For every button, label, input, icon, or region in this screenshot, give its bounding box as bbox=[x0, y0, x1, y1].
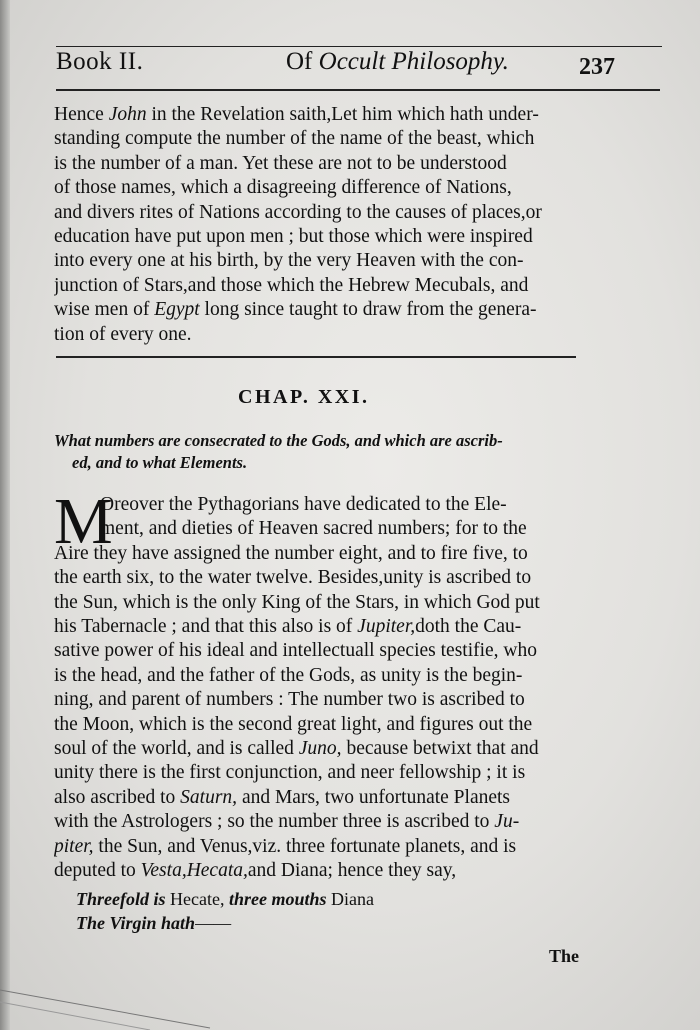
text-line bbox=[54, 761, 586, 785]
text-line bbox=[54, 517, 586, 541]
text-span: is the head, and the father of the Gods, as unity is the begin- bbox=[54, 664, 523, 686]
italic-text: Ju- bbox=[494, 811, 520, 833]
verse-line-2 bbox=[76, 911, 374, 935]
text-line bbox=[54, 103, 586, 127]
text-line bbox=[54, 737, 586, 761]
text-span: education have put upon men ; but those which were inspired bbox=[54, 226, 533, 248]
text-line bbox=[54, 201, 586, 225]
top-rule bbox=[56, 46, 662, 47]
text-line bbox=[54, 274, 586, 298]
text-span: doth the Cau- bbox=[415, 616, 522, 638]
running-title-of: Of bbox=[286, 48, 313, 75]
text-line bbox=[54, 249, 586, 273]
text-span: in the Revelation saith,Let him which hath under- bbox=[146, 104, 539, 125]
text-line bbox=[54, 152, 586, 176]
text-span: Aire they have assigned the number eight, and to fire five, to bbox=[54, 542, 528, 564]
verse-italic: three mouths bbox=[224, 889, 327, 909]
verse-roman: —— bbox=[195, 913, 232, 933]
paragraph-1 bbox=[54, 103, 586, 347]
text-line bbox=[54, 835, 586, 859]
text-line bbox=[54, 859, 586, 883]
text-span: ment, and dieties of Heaven sacred numbers; for to the bbox=[100, 518, 527, 540]
text-span: his Tabernacle ; and that this also is of bbox=[54, 616, 358, 638]
text-span: with the Astrologers ; so the number three is ascribed to bbox=[54, 811, 495, 833]
text-span: tion of every one. bbox=[54, 323, 192, 345]
text-line bbox=[54, 225, 586, 249]
text-line bbox=[54, 542, 586, 566]
text-span: the earth six, to the water twelve. Besides,unity is ascribed to bbox=[54, 567, 532, 589]
text-span: and Diana; hence they say, bbox=[247, 860, 457, 882]
text-span: long since taught to draw from the genera- bbox=[199, 299, 537, 321]
text-line bbox=[54, 298, 586, 322]
italic-text: Vesta,Hecata, bbox=[140, 860, 248, 882]
text-line bbox=[54, 615, 586, 639]
italic-text: Juno, bbox=[298, 738, 342, 760]
text-span: Hence bbox=[54, 104, 109, 125]
header-rule bbox=[56, 89, 660, 91]
text-line bbox=[54, 493, 586, 517]
text-span: the Moon, which is the second great light, and figures out the bbox=[54, 713, 533, 735]
text-span: the Sun, which is the only King of the Stars, in which God put bbox=[54, 591, 540, 613]
text-line bbox=[54, 566, 586, 590]
text-span: soul of the world, and is called bbox=[54, 738, 299, 760]
catchword: The bbox=[549, 946, 580, 966]
text-line bbox=[54, 810, 586, 834]
running-header bbox=[56, 48, 626, 88]
text-line bbox=[54, 591, 586, 615]
drop-cap: M bbox=[54, 485, 113, 558]
verse-italic: Threefold is bbox=[76, 889, 166, 909]
text-span: into every one at his birth, by the very Heaven with the con- bbox=[54, 250, 524, 272]
text-span: Oreover the Pythagorians have dedicated to the Ele- bbox=[100, 494, 507, 515]
text-line bbox=[54, 323, 586, 347]
chapter-subtitle-line: ed, and to what Elements. bbox=[72, 453, 248, 472]
text-line bbox=[54, 127, 586, 151]
text-span: wise men of bbox=[54, 299, 155, 321]
text-span: ning, and parent of numbers : The number two is ascribed to bbox=[54, 689, 525, 711]
page-corner-fold bbox=[0, 970, 220, 1030]
text-span: and divers rites of Nations according to the causes of places,or bbox=[54, 201, 542, 223]
text-span: deputed to bbox=[54, 860, 141, 882]
verse-quote bbox=[76, 887, 374, 935]
text-line bbox=[54, 664, 586, 688]
verse-line-1 bbox=[76, 887, 374, 911]
page-number: 237 bbox=[579, 54, 615, 80]
text-span: unity there is the first conjunction, and neer fellowship ; it is bbox=[54, 762, 526, 784]
italic-text: Saturn, bbox=[180, 786, 238, 808]
text-line bbox=[54, 786, 586, 810]
page-gutter-shadow bbox=[0, 0, 10, 1030]
text-span: of those names, which a disagreeing difference of Nations, bbox=[54, 177, 512, 199]
italic-text: Egypt bbox=[154, 299, 200, 321]
text-line bbox=[54, 713, 586, 737]
italic-text: piter, bbox=[54, 835, 94, 857]
chapter-subtitle bbox=[54, 430, 594, 474]
text-span: because betwixt that and bbox=[341, 738, 539, 760]
verse-roman: Diana bbox=[326, 889, 374, 909]
text-span: also ascribed to bbox=[54, 786, 181, 808]
text-span: junction of Stars,and those which the Hebrew Mecubals, and bbox=[54, 274, 529, 296]
chapter-title: CHAP. XXI. bbox=[238, 386, 370, 408]
chapter-subtitle-line: What numbers are consecrated to the Gods, and which are ascrib- bbox=[54, 431, 503, 450]
italic-text: John bbox=[108, 104, 147, 125]
text-span: the Sun, and Venus,viz. three fortunate planets, and is bbox=[93, 835, 517, 857]
book-label: Book II. bbox=[56, 48, 144, 75]
verse-roman: Hecate, bbox=[165, 889, 225, 909]
paragraph-2 bbox=[54, 485, 586, 884]
chapter-divider-rule bbox=[56, 356, 576, 358]
italic-text: Jupiter, bbox=[357, 616, 416, 638]
text-line bbox=[54, 639, 586, 663]
running-title-italic: Occult Philosophy. bbox=[318, 48, 509, 75]
text-line bbox=[54, 176, 586, 200]
text-span: sative power of his ideal and intellectuall species testifie, who bbox=[54, 640, 538, 662]
running-title bbox=[286, 48, 509, 76]
text-span: is the number of a man. Yet these are not to be understood bbox=[54, 152, 507, 174]
verse-italic: The Virgin hath bbox=[76, 913, 196, 933]
text-span: and Mars, two unfortunate Planets bbox=[237, 786, 511, 808]
text-line bbox=[54, 688, 586, 712]
text-span: standing compute the number of the name of the beast, which bbox=[54, 128, 535, 150]
